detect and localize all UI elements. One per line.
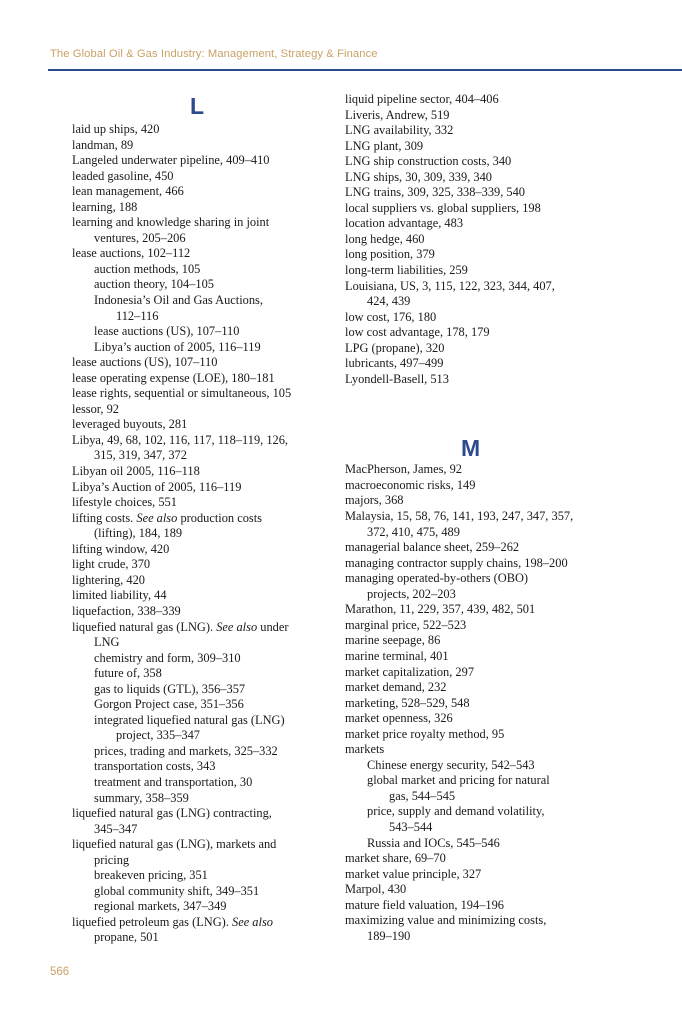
index-entry: Libyan oil 2005, 116–118: [72, 464, 200, 479]
index-entry: [345, 279, 617, 310]
index-entry: [72, 620, 334, 651]
index-subentry: Gorgon Project case, 351–356: [94, 697, 244, 712]
index-entry: [345, 509, 617, 540]
entry-text: lifting costs.: [72, 510, 134, 525]
index-entry: mature field valuation, 194–196: [345, 897, 504, 912]
index-entry: market price royalty method, 95: [345, 726, 505, 741]
index-entry: marginal price, 522–523: [345, 617, 467, 632]
entry-text: liquefied natural gas (LNG).: [72, 619, 214, 634]
index-subentry: auction methods, 105: [94, 261, 201, 276]
entry-continuation: pricing: [94, 852, 130, 867]
index-entry: leveraged buyouts, 281: [72, 417, 188, 432]
index-entry: LNG plant, 309: [345, 138, 424, 153]
section-gap: [345, 387, 617, 434]
index-entry: [72, 837, 334, 868]
index-subentry: [72, 293, 334, 324]
index-entry: low cost advantage, 178, 179: [345, 325, 490, 340]
index-entry: market demand, 232: [345, 680, 447, 695]
index-entry: lessor, 92: [72, 401, 119, 416]
index-column-right: [345, 92, 617, 944]
index-entry: [72, 511, 334, 542]
entry-continuation: gas, 544–545: [389, 788, 456, 803]
index-entry: light crude, 370: [72, 557, 151, 572]
index-subentry: transportation costs, 343: [94, 759, 216, 774]
index-entry: lease auctions, 102–112: [72, 246, 191, 261]
index-entry: lease auctions (US), 107–110: [72, 355, 218, 370]
index-entry: LNG ship construction costs, 340: [345, 154, 512, 169]
index-entry: macroeconomic risks, 149: [345, 477, 476, 492]
running-head: The Global Oil & Gas Industry: Management, Strategy & Finance: [50, 48, 378, 60]
index-entry: markets: [345, 742, 385, 757]
index-subentry: global community shift, 349–351: [94, 883, 260, 898]
index-entry: [345, 571, 617, 602]
index-entry: long hedge, 460: [345, 231, 425, 246]
index-entry: limited liability, 44: [72, 588, 167, 603]
index-entry: market value principle, 327: [345, 866, 482, 881]
index-entry: low cost, 176, 180: [345, 309, 437, 324]
page-number: 566: [50, 966, 70, 978]
index-entry: [345, 913, 617, 944]
index-entry: Lyondell-Basell, 513: [345, 371, 449, 386]
entry-continuation: 345–347: [94, 821, 138, 836]
index-entry: market share, 69–70: [345, 851, 446, 866]
index-entry: [72, 915, 334, 946]
index-entry: [72, 215, 334, 246]
index-entry: lifestyle choices, 551: [72, 495, 177, 510]
entry-continuation: 424, 439: [367, 294, 411, 309]
index-entry: lubricants, 497–499: [345, 356, 444, 371]
entry-continuation: (lifting), 184, 189: [94, 526, 183, 541]
index-entry: LNG ships, 30, 309, 339, 340: [345, 169, 492, 184]
entry-continuation: 543–544: [389, 819, 433, 834]
index-entry: Langeled underwater pipeline, 409–410: [72, 153, 270, 168]
index-entry: marketing, 528–529, 548: [345, 695, 470, 710]
entry-text: Louisiana, US, 3, 115, 122, 323, 344, 407,: [345, 278, 555, 293]
see-also: See also: [216, 619, 258, 634]
entry-text: managing operated-by-others (OBO): [345, 571, 529, 586]
index-entry: managerial balance sheet, 259–262: [345, 540, 520, 555]
index-entry: majors, 368: [345, 493, 404, 508]
index-entry: market openness, 326: [345, 711, 453, 726]
index-entry: marine terminal, 401: [345, 648, 449, 663]
index-entry: [72, 433, 334, 464]
index-entry: landman, 89: [72, 137, 134, 152]
index-entry: lease rights, sequential or simultaneous, 105: [72, 386, 292, 401]
index-entry: marine seepage, 86: [345, 633, 441, 648]
index-entry: leaded gasoline, 450: [72, 168, 174, 183]
index-entry: Marpol, 430: [345, 882, 407, 897]
index-entry: liquid pipeline sector, 404–406: [345, 92, 499, 106]
index-entry: Libya’s Auction of 2005, 116–119: [72, 479, 242, 494]
section-letter-l: L: [190, 93, 205, 119]
index-entry: MacPherson, James, 92: [345, 462, 463, 477]
index-entry: location advantage, 483: [345, 216, 464, 231]
entry-continuation: LNG: [94, 635, 120, 650]
index-entry: learning, 188: [72, 199, 138, 214]
index-entry: long-term liabilities, 259: [345, 263, 468, 278]
header-rule: [48, 69, 682, 71]
entry-text: Malaysia, 15, 58, 76, 141, 193, 247, 347, 357,: [345, 509, 574, 524]
index-entry: lease operating expense (LOE), 180–181: [72, 370, 275, 385]
entry-text: learning and knowledge sharing in joint: [72, 215, 270, 230]
entry-text: under: [260, 619, 289, 634]
entry-text: Libya, 49, 68, 102, 116, 117, 118–119, 126,: [72, 432, 289, 447]
index-entry: market capitalization, 297: [345, 664, 475, 679]
entry-text: price, supply and demand volatility,: [367, 804, 545, 819]
entry-continuation: ventures, 205–206: [94, 230, 186, 245]
index-entry: local suppliers vs. global suppliers, 198: [345, 200, 541, 215]
entry-continuation: 372, 410, 475, 489: [367, 524, 460, 539]
index-entry: managing contractor supply chains, 198–200: [345, 555, 568, 570]
see-also: See also: [136, 510, 178, 525]
index-subentry: gas to liquids (GTL), 356–357: [94, 681, 246, 696]
index-subentry: Chinese energy security, 542–543: [367, 757, 535, 772]
index-entry: [72, 806, 334, 837]
index-subentry: breakeven pricing, 351: [94, 868, 208, 883]
index-subentry: auction theory, 104–105: [94, 277, 214, 292]
index-entry: lean management, 466: [72, 184, 184, 199]
entry-continuation: projects, 202–203: [367, 586, 456, 601]
index-subentry: Russia and IOCs, 545–546: [367, 835, 500, 850]
index-subentry: summary, 358–359: [94, 790, 189, 805]
entry-text: liquefied petroleum gas (LNG).: [72, 914, 229, 929]
entry-continuation: 189–190: [367, 928, 411, 943]
see-also: See also: [232, 914, 273, 929]
index-entry: lifting window, 420: [72, 541, 170, 556]
index-entry: LNG availability, 332: [345, 123, 454, 138]
entry-text: liquefied natural gas (LNG) contracting,: [72, 806, 272, 821]
index-subentry: chemistry and form, 309–310: [94, 650, 241, 665]
entry-text: production costs: [180, 510, 262, 525]
entry-text: global market and pricing for natural: [367, 773, 550, 788]
entry-text: Indonesia’s Oil and Gas Auctions,: [94, 293, 263, 308]
entry-continuation: 315, 319, 347, 372: [94, 448, 187, 463]
index-subentry: treatment and transportation, 30: [94, 774, 253, 789]
index-subentry: Libya’s auction of 2005, 116–119: [94, 339, 261, 354]
entry-continuation: project, 335–347: [116, 728, 200, 743]
index-column-left: [72, 92, 334, 946]
index-entry: LPG (propane), 320: [345, 340, 445, 355]
index-entry: Marathon, 11, 229, 357, 439, 482, 501: [345, 602, 536, 617]
entry-continuation: propane, 501: [94, 930, 159, 945]
index-subentry: lease auctions (US), 107–110: [94, 324, 240, 339]
index-subentry: future of, 358: [94, 666, 162, 681]
entry-text: maximizing value and minimizing costs,: [345, 913, 547, 928]
index-subentry: [345, 804, 617, 835]
index-entry: long position, 379: [345, 247, 435, 262]
section-letter-m: M: [461, 435, 481, 462]
entry-continuation: 112–116: [116, 308, 159, 323]
index-subentry: prices, trading and markets, 325–332: [94, 743, 278, 758]
entry-text: liquefied natural gas (LNG), markets and: [72, 837, 277, 852]
entry-text: integrated liquefied natural gas (LNG): [94, 712, 285, 727]
index-entry: liquefaction, 338–339: [72, 603, 181, 618]
index-subentry: regional markets, 347–349: [94, 899, 227, 914]
index-entry: Liveris, Andrew, 519: [345, 107, 450, 122]
index-entry: LNG trains, 309, 325, 338–339, 540: [345, 185, 525, 200]
index-entry: lightering, 420: [72, 572, 145, 587]
index-entry: laid up ships, 420: [72, 122, 160, 136]
index-subentry: [72, 713, 334, 744]
index-subentry: [345, 773, 617, 804]
